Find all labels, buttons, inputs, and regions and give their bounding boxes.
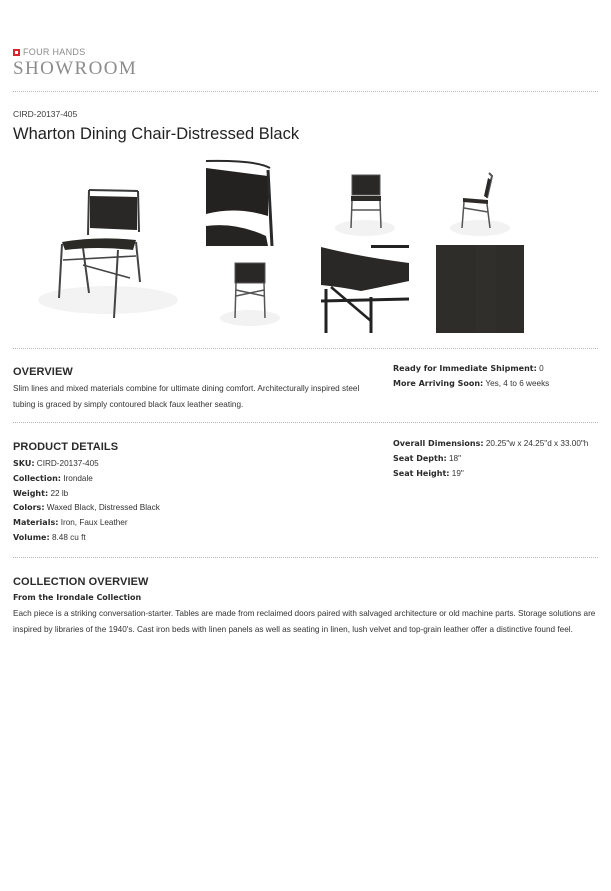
side-view-image[interactable] <box>436 158 524 246</box>
header-divider <box>13 91 598 92</box>
detail-value: 20.25"w x 24.25"d x 33.00"h <box>485 439 589 448</box>
chair-illustration-icon <box>18 160 190 335</box>
leather-swatch-image[interactable] <box>436 245 524 333</box>
overview-text: Slim lines and mixed materials combine for ultimate dining comfort. Architecturally inspired steel tubing is graced by simply contoured black faux leather seating. <box>13 384 360 409</box>
collection-divider <box>13 557 598 558</box>
detail-seat-height <box>393 467 588 482</box>
collection-subheading: From the Irondale Collection <box>13 593 142 602</box>
brand-name: FOUR HANDS <box>23 47 86 57</box>
detail-label: SKU: <box>13 459 35 468</box>
back-view-icon <box>206 246 294 334</box>
detail-materials <box>13 516 160 531</box>
collection-overview-heading: COLLECTION OVERVIEW <box>13 576 149 588</box>
availability-info <box>393 362 549 392</box>
detail-value: Iron, Faux Leather <box>60 518 128 528</box>
detail-label: Materials: <box>13 518 59 528</box>
immediate-shipment-label: Ready for Immediate Shipment: <box>393 364 537 373</box>
detail-value: 22 lb <box>50 488 69 498</box>
immediate-shipment-value: 0 <box>539 364 544 373</box>
main-chair-image[interactable] <box>18 160 190 335</box>
four-hands-showroom-logo[interactable] <box>13 47 137 80</box>
detail-label: Seat Height: <box>393 468 450 478</box>
arriving-soon-row <box>393 377 549 392</box>
back-view-image[interactable] <box>206 246 294 334</box>
backrest-detail-icon <box>206 158 294 246</box>
detail-colors <box>13 501 160 516</box>
showroom-wordmark: SHOWROOM <box>13 58 138 79</box>
detail-seat-depth <box>393 452 588 467</box>
product-sku: CIRD-20137-405 <box>13 109 78 119</box>
detail-value: Irondale <box>63 473 93 483</box>
detail-value: 18" <box>449 453 462 463</box>
brand-square-icon <box>13 49 20 56</box>
detail-label: Seat Depth: <box>393 453 447 463</box>
front-view-icon <box>321 158 409 246</box>
detail-volume <box>13 531 160 546</box>
arriving-soon-label: More Arriving Soon: <box>393 378 484 388</box>
leather-texture-icon <box>436 245 524 333</box>
detail-label: Collection: <box>13 473 61 483</box>
detail-label: Overall Dimensions: <box>393 439 484 448</box>
detail-sku <box>13 457 160 472</box>
seat-frame-detail-icon <box>321 245 409 333</box>
detail-collection <box>13 472 160 487</box>
detail-value: CIRD-20137-405 <box>36 459 99 468</box>
detail-label: Volume: <box>13 532 50 542</box>
dimensions-list <box>393 437 588 481</box>
detail-value: 8.48 cu ft <box>51 532 86 542</box>
details-divider <box>13 422 598 423</box>
immediate-shipment-row <box>393 362 549 377</box>
detail-label: Weight: <box>13 488 49 498</box>
product-details-list <box>13 457 160 546</box>
product-details-heading: PRODUCT DETAILS <box>13 441 119 453</box>
page-title: Wharton Dining Chair-Distressed Black <box>13 125 300 143</box>
detail-value: Waxed Black, Distressed Black <box>46 503 160 513</box>
detail-weight <box>13 487 160 502</box>
side-view-icon <box>436 158 524 246</box>
backrest-detail-image[interactable] <box>206 158 294 246</box>
overview-divider <box>13 348 598 349</box>
detail-value: 19" <box>451 468 464 478</box>
seat-frame-detail-image[interactable] <box>321 245 409 333</box>
detail-overall-dimensions <box>393 437 588 452</box>
detail-label: Colors: <box>13 503 45 513</box>
overview-heading: OVERVIEW <box>13 366 73 378</box>
collection-text: Each piece is a striking conversation-starter. Tables are made from reclaimed doors paired with salvaged architecture or old machine parts. Storage solutions are inspired by libraries of the 1940's. Cast iron beds with linen panels as well as seating in linen, lush velvet and top-grain leather offer a distinctive found feel. <box>13 609 596 634</box>
arriving-soon-value: Yes, 4 to 6 weeks <box>485 378 550 388</box>
front-view-image[interactable] <box>321 158 409 246</box>
